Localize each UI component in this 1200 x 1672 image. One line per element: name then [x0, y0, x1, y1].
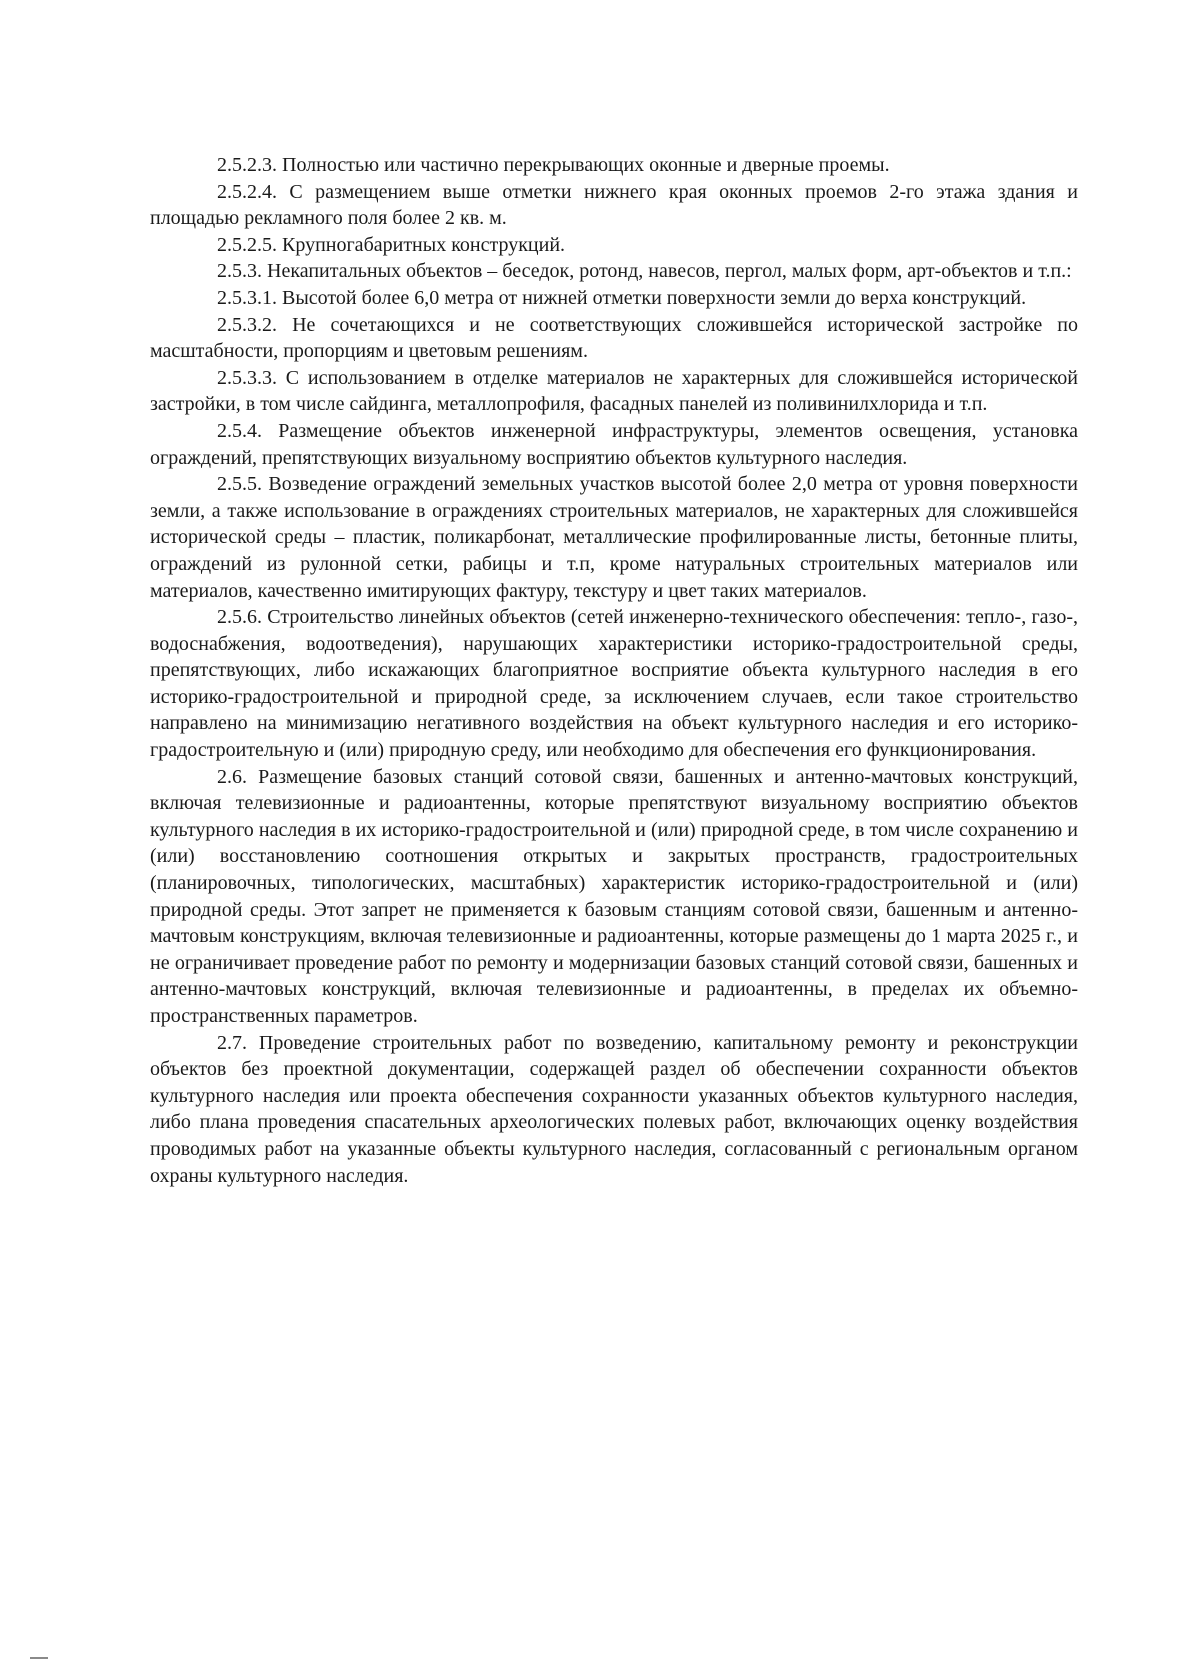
paragraph-2-5-3-1: 2.5.3.1. Высотой более 6,0 метра от нижней отметки поверхности земли до верха конструкций.: [217, 286, 1027, 309]
paragraph-2-5-3-3: 2.5.3.3. С использованием в отделке материалов не характерных для сложившейся исторической застройки, в том числе сайдинга, металлопрофиля, фасадных панелей из поливинилхлорида и т.п.: [150, 366, 1078, 416]
scan-artifact-mark: [30, 1657, 48, 1659]
paragraph-2-5-2-4: 2.5.2.4. С размещением выше отметки нижнего края оконных проемов 2-го этажа здания и площадью рекламного поля более 2 кв. м.: [150, 180, 1078, 230]
paragraph-2-5-2-5: 2.5.2.5. Крупногабаритных конструкций.: [217, 233, 566, 256]
paragraph-2-6: 2.6. Размещение базовых станций сотовой связи, башенных и антенно-мачтовых конструкций, включая телевизионные и радиоантенны, которые препятствуют визуальному восприятию объектов культурного наследия в их историко-градостроительной и (или) природной среде, в том числе сохранению и (или) восстановлению соотношения открытых и закрытых пространств, градостроительных (планировочных, типологических, масштабных) характеристик историко-градостроительной и (или) природной среды. Этот запрет не применяется к базовым станциям сотовой связи, башенным и антенно-мачтовым конструкциям, включая телевизионные и радиоантенны, которые размещены до 1 марта 2025 г., и не ограничивает проведение работ по ремонту и модернизации базовых станций сотовой связи, башенных и антенно-мачтовых конструкций, включая телевизионные и радиоантенны, в пределах их объемно-пространственных параметров.: [150, 765, 1078, 1027]
paragraph-2-5-2-3: 2.5.2.3. Полностью или частично перекрывающих оконные и дверные проемы.: [217, 154, 890, 176]
document-body: [150, 152, 1078, 1189]
paragraph-2-5-3-2: 2.5.3.2. Не сочетающихся и не соответствующих сложившейся исторической застройке по масштабности, пропорциям и цветовым решениям.: [150, 313, 1078, 363]
paragraph-2-5-4: 2.5.4. Размещение объектов инженерной инфраструктуры, элементов освещения, установка ограждений, препятствующих визуальному восприятию объектов культурного наследия.: [150, 419, 1078, 469]
paragraph-2-5-6: 2.5.6. Строительство линейных объектов (сетей инженерно-технического обеспечения: тепло-, газо-, водоснабжения, водоотведения), нарушающих характеристики историко-градостроительной среды, препятствующих, либо искажающих благоприятное восприятие объекта культурного наследия в его историко-градостроительной и природной среде, за исключением случаев, если такое строительство направлено на минимизацию негативного воздействия на объект культурного наследия и его историко-градостроительную и (или) природную среду, или необходимо для обеспечения его функционирования.: [150, 606, 1078, 762]
paragraph-2-5-3: 2.5.3. Некапитальных объектов – беседок, ротонд, навесов, пергол, малых форм, арт-объектов и т.п.:: [217, 260, 1072, 283]
paragraph-2-5-5: 2.5.5. Возведение ограждений земельных участков высотой более 2,0 метра от уровня поверхности земли, а также использование в ограждениях строительных материалов, не характерных для сложившейся исторической среды – пластик, поликарбонат, металлические профилированные листы, бетонные плиты, ограждений из рулонной сетки, рабицы и т.п, кроме натуральных строительных материалов или материалов, качественно имитирующих фактуру, текстуру и цвет таких материалов.: [150, 473, 1078, 602]
paragraph-2-7: 2.7. Проведение строительных работ по возведению, капитальному ремонту и реконструкции объектов без проектной документации, содержащей раздел об обеспечении сохранности объектов культурного наследия или проекта обеспечения сохранности указанных объектов культурного наследия, либо плана проведения спасательных археологических полевых работ, включающих оценку воздействия проводимых работ на указанные объекты культурного наследия, согласованный с региональным органом охраны культурного наследия.: [150, 1031, 1078, 1187]
